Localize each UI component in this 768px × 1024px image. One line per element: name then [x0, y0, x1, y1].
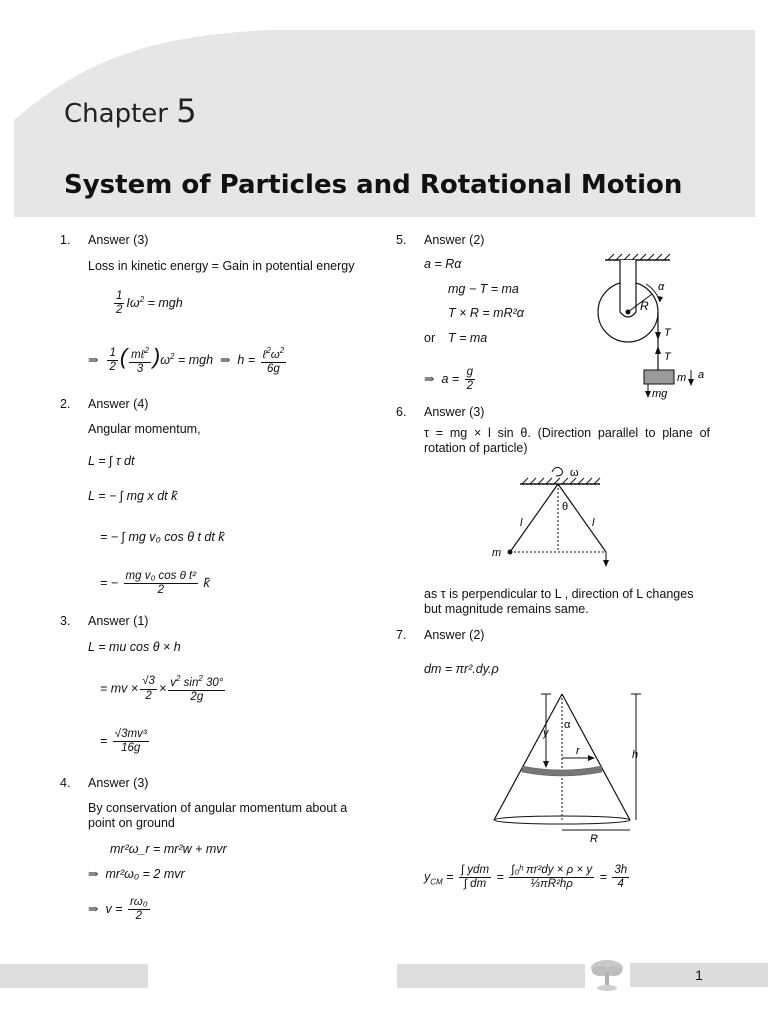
q7-ycm-equation: $y_{CM}$ = $\frac{\text{∫ ydm}}{\int dm}$ = $\frac{\text{∫₀ʰ πr²dy × ρ × y}}{\text{⅓πR²hρ}}$ = $\frac{3h}{4}$ [424, 864, 628, 891]
q7-ycm-denominator2: ⅓πR²hρ [530, 878, 573, 891]
q1-answer: Answer (3) [88, 233, 149, 247]
q4-number: 4. [60, 776, 71, 790]
q2-answer: Answer (4) [88, 397, 149, 411]
q6-number: 6. [396, 405, 407, 419]
q1-eq-h: h = [237, 353, 256, 367]
q2-equation1: L = ∫ τ dt [88, 454, 135, 468]
label-m: m [677, 372, 687, 384]
hanging-block [644, 370, 674, 384]
label-T-lower: T [664, 351, 671, 363]
string-right [558, 484, 606, 552]
q4-eq3-denominator: 2 [135, 910, 142, 923]
mass-left [508, 550, 513, 555]
q5-equation2: mg − T = ma [448, 282, 519, 296]
label-alpha: α [658, 281, 665, 293]
q4-eq3-lead: v = [105, 902, 123, 917]
q7-ycm-numerator: ∫ ydm [459, 864, 491, 878]
cone-left-edge [494, 694, 562, 820]
q3-equation1: L = mu cos θ × h [88, 640, 181, 654]
label-theta: θ [562, 501, 569, 513]
q7-equation1: dm = πr².dy.ρ [424, 662, 499, 676]
q7-result-numerator: 3h [612, 864, 629, 878]
label-a: a [698, 369, 705, 381]
chapter-number: 5 [176, 92, 197, 130]
label-y: y [543, 727, 549, 739]
q4-equation3: ⇒ v = $\frac{\text{rω₀}}{2}$ [88, 896, 148, 923]
cone-right-edge [562, 694, 630, 820]
q5-eq5-denominator: 2 [466, 380, 474, 393]
q4-answer: Answer (3) [88, 776, 149, 790]
q6-answer: Answer (3) [424, 405, 485, 419]
q6-pendulum-figure [488, 462, 628, 574]
q1-equation1: $\frac{1}{2}$ $I\omega^2$ = mgh [116, 290, 183, 317]
q1-line1: Loss in kinetic energy = Gain in potential energy [88, 259, 355, 273]
q6-line2: as τ is perpendicular to L , direction of L changes but magnitude remains same. [424, 587, 694, 616]
rotation-arrow [552, 467, 562, 476]
q5-equation4: T = ma [448, 331, 488, 345]
q5-answer: Answer (2) [424, 233, 485, 247]
label-R: R [640, 299, 649, 313]
q5-or: or [424, 331, 436, 345]
label-m: m [492, 547, 502, 559]
q7-ycm-sub: CM [430, 877, 443, 887]
q5-number: 5. [396, 233, 407, 247]
tree-logo [588, 958, 626, 992]
label-l-right: l [592, 517, 595, 529]
label-T-upper: T [664, 327, 671, 339]
label-mg: mg [652, 388, 668, 400]
q3-equation3: = $\frac{\text{√3mv³}}{16g}$ [100, 728, 147, 755]
pulley-support [620, 260, 636, 317]
page-number: 1 [630, 963, 768, 987]
chapter-title: System of Particles and Rotational Motion [64, 170, 683, 200]
label-r: r [576, 745, 580, 757]
label-omega: ω [570, 467, 579, 479]
label-h: h [632, 749, 639, 761]
q6-line1: τ = mg × l sin θ. (Direction parallel to plane of rotation of particle) [424, 426, 710, 455]
q2-equation2: L = − ∫ mg x dt k̂ [88, 489, 178, 503]
q4-eq3-numerator: rω₀ [128, 896, 150, 910]
q7-cone-figure [486, 688, 656, 848]
q2-eq4-denominator: 2 [157, 584, 164, 597]
label-R: R [590, 833, 598, 845]
q7-number: 7. [396, 628, 407, 642]
string-left [510, 484, 558, 552]
label-alpha: α [564, 719, 571, 731]
q7-ycm-numerator2: ∫₀ʰ πr²dy × ρ × y [509, 864, 594, 878]
q5-eq5-numerator: g [465, 366, 475, 380]
q2-equation3: = − ∫ mg v₀ cos θ t dt k̂ [100, 530, 225, 544]
footer-bar-middle [397, 964, 585, 988]
footer-bar-left [0, 964, 148, 988]
label-l-left: l [520, 517, 523, 529]
q3-equation2: = mv × $\frac{√3}{2}$ × $\frac{v^2 \sin^2 30^\circ}{2g}$ [100, 674, 224, 704]
q5-equation1: a = Rα [424, 257, 462, 271]
q7-ycm-denominator: ∫ dm [463, 878, 487, 891]
q2-eq4-numerator: mg v₀ cos θ t² [124, 570, 199, 584]
chapter-label [64, 92, 197, 130]
q2-line1: Angular momentum, [88, 422, 201, 436]
support-hatch [522, 478, 600, 484]
q7-answer: Answer (2) [424, 628, 485, 642]
q2-equation4: = − $\frac{\text{mg v₀ cos θ t²}}{2}$ k̂ [100, 570, 210, 597]
q3-answer: Answer (1) [88, 614, 149, 628]
ceiling-hatch [608, 254, 670, 260]
q1-number: 1. [60, 233, 71, 247]
q4-line1: By conservation of angular momentum about a point on ground [88, 801, 348, 830]
q3-eq3-denominator: 16g [121, 742, 141, 755]
q3-eq2-lead: = mv × [100, 681, 139, 696]
q7-result-denominator: 4 [617, 878, 624, 891]
q1-equation2: ⇒ $\frac{1}{2}$ ( $\frac{m\ell^2}{3}$ )$\omega^2$ = mgh ⇒ h = $\frac{\ell^2\omega^2}{6g}$ [88, 344, 285, 375]
chapter-word: Chapter [64, 99, 168, 129]
q4-equation1: mr²ω_r = mr²w + mvr [110, 842, 227, 856]
q7-ycm: y [424, 870, 431, 885]
q5-eq5-lead: a = [441, 372, 460, 387]
q1-eq-mgh: = mgh [147, 296, 183, 311]
q4-eq2-text: mr²ω₀ = 2 mvr [105, 867, 185, 881]
q5-pulley-figure [590, 254, 720, 404]
q2-number: 2. [60, 397, 71, 411]
q4-equation2: ⇒ mr²ω₀ = 2 mvr [88, 866, 185, 881]
q5-equation5: ⇒ a = $\frac{g}{2}$ [424, 366, 474, 393]
q3-number: 3. [60, 614, 71, 628]
q5-equation3: T × R = mR²α [448, 306, 524, 320]
q3-eq3-numerator: √3mv³ [113, 728, 149, 742]
